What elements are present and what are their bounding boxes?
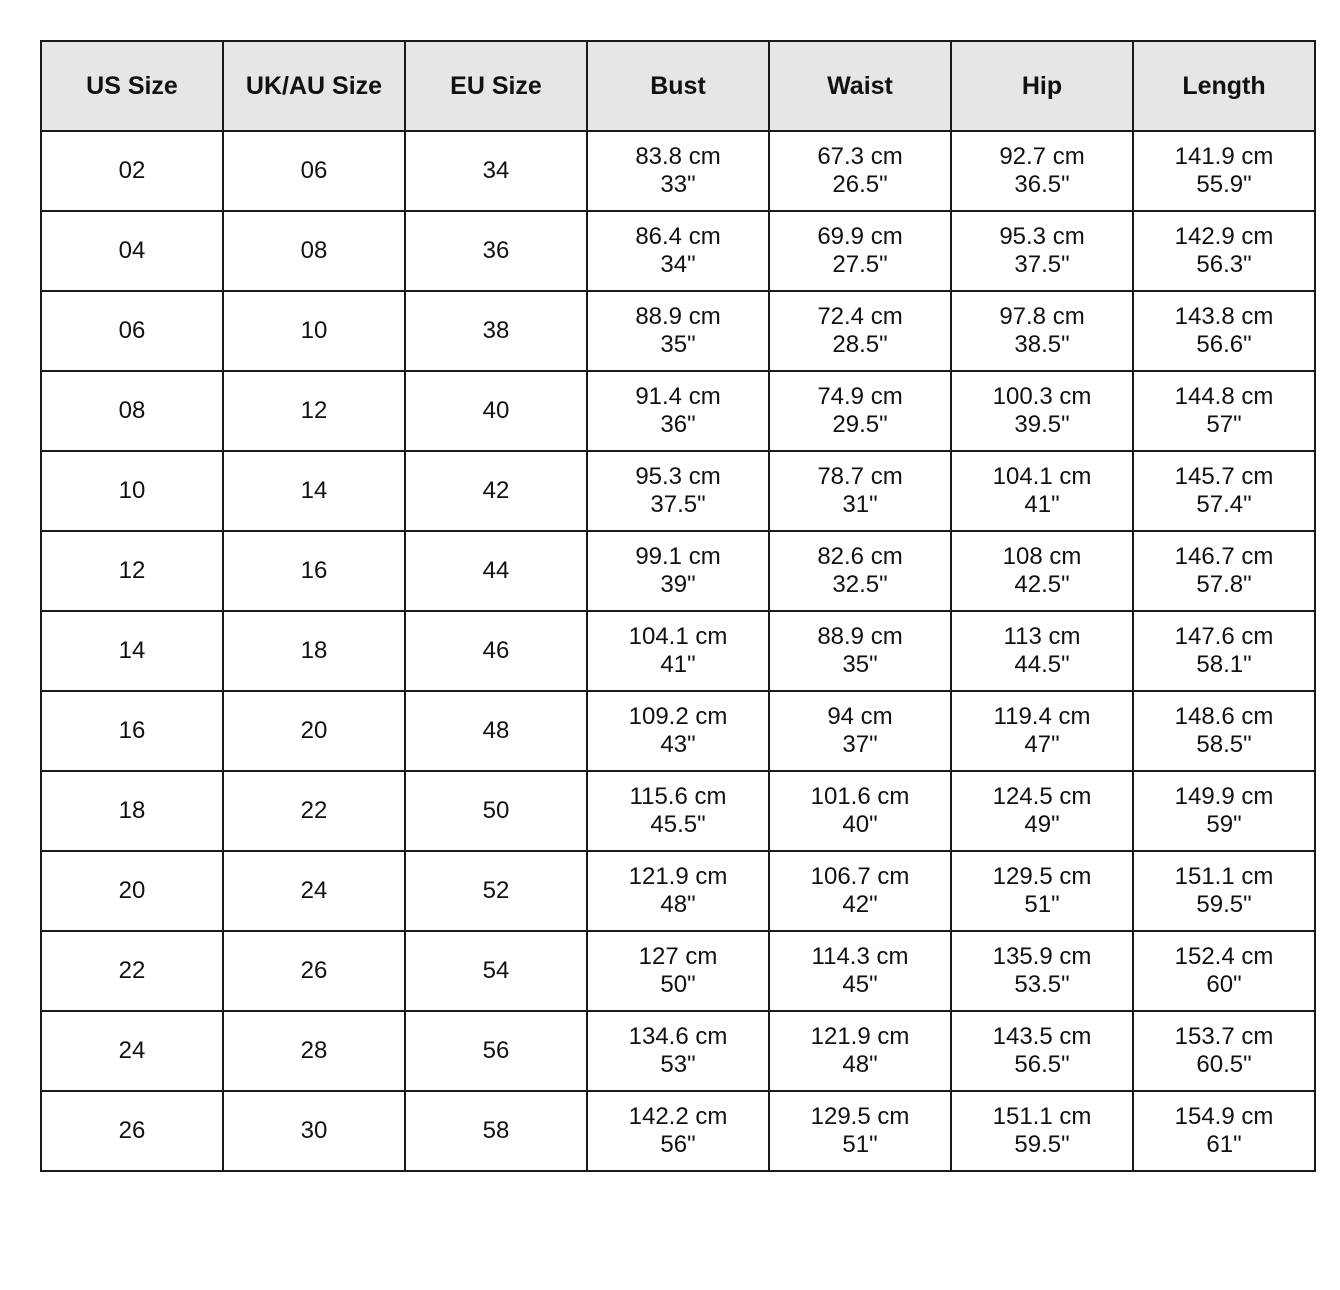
table-row [41, 211, 1315, 291]
table-row [41, 371, 1315, 451]
eu-size-value: 46 [482, 637, 510, 664]
table-row [41, 931, 1315, 1011]
us-size-cell [41, 451, 223, 531]
bust-cell [587, 931, 769, 1011]
bust-cm-value: 104.1 cm [628, 623, 728, 650]
waist-cell [769, 451, 951, 531]
us-size-value: 10 [118, 477, 146, 504]
hip-inch-value: 47" [1024, 731, 1060, 758]
table-row [41, 691, 1315, 771]
length-cell [1133, 611, 1315, 691]
eu-size-value: 34 [482, 157, 510, 184]
length-inch-value: 57.4" [1196, 491, 1252, 518]
header-hip: Hip [951, 41, 1133, 131]
us-size-value: 14 [118, 637, 146, 664]
bust-cm-value: 88.9 cm [635, 303, 721, 330]
table-row [41, 1011, 1315, 1091]
length-cell [1133, 1091, 1315, 1171]
length-cell [1133, 371, 1315, 451]
uk-au-size-value: 14 [300, 477, 328, 504]
bust-cell [587, 611, 769, 691]
length-cm-value: 151.1 cm [1174, 863, 1274, 890]
bust-cm-value: 121.9 cm [628, 863, 728, 890]
waist-inch-value: 37" [842, 731, 878, 758]
us-size-value: 08 [118, 397, 146, 424]
length-cm-value: 144.8 cm [1174, 383, 1274, 410]
hip-cm-value: 97.8 cm [999, 303, 1085, 330]
us-size-cell [41, 211, 223, 291]
bust-cm-value: 86.4 cm [635, 223, 721, 250]
hip-cell [951, 771, 1133, 851]
size-chart-table [40, 40, 1316, 1172]
length-cell [1133, 211, 1315, 291]
hip-cm-value: 124.5 cm [992, 783, 1092, 810]
waist-inch-value: 35" [842, 651, 878, 678]
bust-inch-value: 36" [660, 411, 696, 438]
waist-inch-value: 45" [842, 971, 878, 998]
table-row [41, 771, 1315, 851]
uk-au-size-cell [223, 1091, 405, 1171]
bust-inch-value: 43" [660, 731, 696, 758]
eu-size-value: 38 [482, 317, 510, 344]
hip-cell [951, 611, 1133, 691]
hip-cm-value: 104.1 cm [992, 463, 1092, 490]
waist-inch-value: 29.5" [832, 411, 888, 438]
waist-cell [769, 211, 951, 291]
bust-cell [587, 851, 769, 931]
bust-cell [587, 531, 769, 611]
us-size-cell [41, 371, 223, 451]
length-inch-value: 60" [1206, 971, 1242, 998]
uk-au-size-value: 16 [300, 557, 328, 584]
us-size-value: 20 [118, 877, 146, 904]
us-size-cell [41, 771, 223, 851]
waist-cell [769, 931, 951, 1011]
table-row [41, 531, 1315, 611]
eu-size-cell [405, 1091, 587, 1171]
length-inch-value: 60.5" [1196, 1051, 1252, 1078]
uk-au-size-cell [223, 931, 405, 1011]
waist-cm-value: 129.5 cm [810, 1103, 910, 1130]
waist-cm-value: 94 cm [827, 703, 893, 730]
us-size-cell [41, 131, 223, 211]
eu-size-value: 56 [482, 1037, 510, 1064]
uk-au-size-cell [223, 611, 405, 691]
bust-inch-value: 50" [660, 971, 696, 998]
hip-inch-value: 51" [1024, 891, 1060, 918]
us-size-value: 26 [118, 1117, 146, 1144]
us-size-value: 16 [118, 717, 146, 744]
hip-cell [951, 291, 1133, 371]
length-cm-value: 152.4 cm [1174, 943, 1274, 970]
us-size-cell [41, 291, 223, 371]
length-cm-value: 147.6 cm [1174, 623, 1274, 650]
length-inch-value: 58.1" [1196, 651, 1252, 678]
uk-au-size-value: 30 [300, 1117, 328, 1144]
hip-inch-value: 38.5" [1014, 331, 1070, 358]
bust-cm-value: 115.6 cm [629, 783, 727, 810]
eu-size-cell [405, 371, 587, 451]
table-body [41, 131, 1315, 1171]
hip-inch-value: 41" [1024, 491, 1060, 518]
waist-cm-value: 78.7 cm [817, 463, 903, 490]
length-cm-value: 149.9 cm [1174, 783, 1274, 810]
waist-cell [769, 371, 951, 451]
us-size-cell [41, 1011, 223, 1091]
bust-cm-value: 95.3 cm [635, 463, 721, 490]
bust-cell [587, 771, 769, 851]
waist-inch-value: 32.5" [832, 571, 888, 598]
length-cm-value: 154.9 cm [1174, 1103, 1274, 1130]
hip-inch-value: 53.5" [1014, 971, 1070, 998]
bust-cm-value: 109.2 cm [628, 703, 728, 730]
hip-inch-value: 37.5" [1014, 251, 1070, 278]
bust-inch-value: 53" [660, 1051, 696, 1078]
hip-inch-value: 44.5" [1014, 651, 1070, 678]
waist-cell [769, 691, 951, 771]
hip-inch-value: 49" [1024, 811, 1060, 838]
hip-cell [951, 1091, 1133, 1171]
hip-cell [951, 131, 1133, 211]
uk-au-size-value: 12 [300, 397, 328, 424]
waist-cell [769, 291, 951, 371]
table-row [41, 851, 1315, 931]
bust-cell [587, 1011, 769, 1091]
us-size-value: 22 [118, 957, 146, 984]
us-size-cell [41, 531, 223, 611]
waist-cell [769, 1011, 951, 1091]
uk-au-size-cell [223, 131, 405, 211]
header-length: Length [1133, 41, 1315, 131]
waist-cm-value: 106.7 cm [810, 863, 910, 890]
eu-size-cell [405, 771, 587, 851]
waist-cm-value: 69.9 cm [817, 223, 903, 250]
hip-cm-value: 95.3 cm [999, 223, 1085, 250]
eu-size-value: 52 [482, 877, 510, 904]
waist-inch-value: 48" [842, 1051, 878, 1078]
uk-au-size-value: 26 [300, 957, 328, 984]
us-size-value: 04 [118, 237, 146, 264]
waist-inch-value: 51" [842, 1131, 878, 1158]
hip-cm-value: 129.5 cm [992, 863, 1092, 890]
hip-cell [951, 851, 1133, 931]
hip-cell [951, 931, 1133, 1011]
waist-cell [769, 851, 951, 931]
length-cell [1133, 131, 1315, 211]
hip-cm-value: 135.9 cm [992, 943, 1092, 970]
length-cell [1133, 291, 1315, 371]
length-inch-value: 55.9" [1196, 171, 1252, 198]
length-cell [1133, 851, 1315, 931]
bust-cell [587, 131, 769, 211]
hip-inch-value: 59.5" [1014, 1131, 1070, 1158]
eu-size-cell [405, 211, 587, 291]
length-inch-value: 61" [1206, 1131, 1242, 1158]
hip-cm-value: 113 cm [1003, 623, 1081, 650]
us-size-value: 18 [118, 797, 146, 824]
uk-au-size-cell [223, 851, 405, 931]
bust-cm-value: 99.1 cm [635, 543, 721, 570]
waist-inch-value: 28.5" [832, 331, 888, 358]
bust-cm-value: 127 cm [638, 943, 718, 970]
bust-cm-value: 83.8 cm [635, 143, 721, 170]
eu-size-value: 54 [482, 957, 510, 984]
length-inch-value: 56.3" [1196, 251, 1252, 278]
length-inch-value: 58.5" [1196, 731, 1252, 758]
length-cell [1133, 691, 1315, 771]
uk-au-size-cell [223, 291, 405, 371]
waist-cm-value: 121.9 cm [810, 1023, 910, 1050]
eu-size-cell [405, 931, 587, 1011]
length-cell [1133, 771, 1315, 851]
uk-au-size-value: 06 [300, 157, 328, 184]
hip-cm-value: 143.5 cm [992, 1023, 1092, 1050]
hip-cell [951, 1011, 1133, 1091]
uk-au-size-cell [223, 371, 405, 451]
eu-size-cell [405, 1011, 587, 1091]
hip-cell [951, 451, 1133, 531]
bust-cell [587, 211, 769, 291]
bust-inch-value: 41" [660, 651, 696, 678]
waist-cell [769, 131, 951, 211]
eu-size-cell [405, 531, 587, 611]
waist-cm-value: 72.4 cm [817, 303, 903, 330]
bust-inch-value: 39" [660, 571, 696, 598]
hip-inch-value: 42.5" [1014, 571, 1070, 598]
table-row [41, 291, 1315, 371]
length-cell [1133, 1011, 1315, 1091]
bust-inch-value: 56" [660, 1131, 696, 1158]
waist-cm-value: 67.3 cm [817, 143, 903, 170]
waist-inch-value: 26.5" [832, 171, 888, 198]
us-size-value: 06 [118, 317, 146, 344]
uk-au-size-cell [223, 451, 405, 531]
us-size-cell [41, 931, 223, 1011]
us-size-cell [41, 851, 223, 931]
uk-au-size-cell [223, 211, 405, 291]
table-row [41, 611, 1315, 691]
waist-cm-value: 114.3 cm [811, 943, 909, 970]
us-size-value: 02 [118, 157, 146, 184]
length-inch-value: 56.6" [1196, 331, 1252, 358]
header-us-size: US Size [41, 41, 223, 131]
us-size-cell [41, 611, 223, 691]
table-header [41, 41, 1315, 131]
hip-cell [951, 371, 1133, 451]
length-cm-value: 142.9 cm [1174, 223, 1274, 250]
length-cm-value: 148.6 cm [1174, 703, 1274, 730]
bust-inch-value: 45.5" [650, 811, 706, 838]
length-inch-value: 57" [1206, 411, 1242, 438]
header-bust: Bust [587, 41, 769, 131]
length-cm-value: 143.8 cm [1174, 303, 1274, 330]
uk-au-size-cell [223, 531, 405, 611]
length-cell [1133, 451, 1315, 531]
waist-inch-value: 40" [842, 811, 878, 838]
hip-cm-value: 92.7 cm [999, 143, 1085, 170]
eu-size-cell [405, 691, 587, 771]
table-row [41, 1091, 1315, 1171]
hip-cell [951, 211, 1133, 291]
eu-size-cell [405, 451, 587, 531]
waist-inch-value: 42" [842, 891, 878, 918]
header-row [41, 41, 1315, 131]
uk-au-size-value: 22 [300, 797, 328, 824]
waist-inch-value: 27.5" [832, 251, 888, 278]
waist-cell [769, 771, 951, 851]
uk-au-size-value: 28 [300, 1037, 328, 1064]
hip-cm-value: 108 cm [1002, 543, 1082, 570]
header-waist: Waist [769, 41, 951, 131]
length-cell [1133, 931, 1315, 1011]
waist-cell [769, 1091, 951, 1171]
bust-inch-value: 35" [660, 331, 696, 358]
uk-au-size-value: 20 [300, 717, 328, 744]
eu-size-value: 40 [482, 397, 510, 424]
us-size-cell [41, 1091, 223, 1171]
eu-size-value: 36 [482, 237, 510, 264]
bust-inch-value: 34" [660, 251, 696, 278]
uk-au-size-cell [223, 771, 405, 851]
eu-size-value: 44 [482, 557, 510, 584]
hip-inch-value: 56.5" [1014, 1051, 1070, 1078]
hip-cm-value: 100.3 cm [992, 383, 1092, 410]
bust-cell [587, 371, 769, 451]
uk-au-size-value: 08 [300, 237, 328, 264]
bust-cm-value: 91.4 cm [635, 383, 721, 410]
waist-cm-value: 101.6 cm [810, 783, 910, 810]
bust-inch-value: 37.5" [650, 491, 706, 518]
table-row [41, 131, 1315, 211]
length-inch-value: 59" [1206, 811, 1242, 838]
bust-cm-value: 142.2 cm [628, 1103, 728, 1130]
waist-cm-value: 74.9 cm [817, 383, 903, 410]
eu-size-value: 58 [482, 1117, 510, 1144]
waist-cm-value: 88.9 cm [817, 623, 903, 650]
header-uk-au-size: UK/AU Size [223, 41, 405, 131]
length-cm-value: 153.7 cm [1174, 1023, 1274, 1050]
hip-cm-value: 151.1 cm [992, 1103, 1092, 1130]
hip-cell [951, 531, 1133, 611]
uk-au-size-cell [223, 1011, 405, 1091]
bust-cell [587, 291, 769, 371]
eu-size-value: 50 [482, 797, 510, 824]
bust-cell [587, 1091, 769, 1171]
length-inch-value: 57.8" [1196, 571, 1252, 598]
table-row [41, 451, 1315, 531]
waist-cm-value: 82.6 cm [817, 543, 903, 570]
eu-size-cell [405, 291, 587, 371]
bust-cm-value: 134.6 cm [628, 1023, 728, 1050]
length-inch-value: 59.5" [1196, 891, 1252, 918]
bust-cell [587, 451, 769, 531]
length-cm-value: 141.9 cm [1174, 143, 1274, 170]
us-size-cell [41, 691, 223, 771]
uk-au-size-value: 10 [300, 317, 328, 344]
us-size-value: 24 [118, 1037, 146, 1064]
bust-cell [587, 691, 769, 771]
waist-cell [769, 611, 951, 691]
eu-size-cell [405, 131, 587, 211]
bust-inch-value: 48" [660, 891, 696, 918]
length-cm-value: 145.7 cm [1174, 463, 1274, 490]
hip-inch-value: 39.5" [1014, 411, 1070, 438]
eu-size-value: 48 [482, 717, 510, 744]
header-eu-size: EU Size [405, 41, 587, 131]
hip-cm-value: 119.4 cm [993, 703, 1091, 730]
us-size-value: 12 [118, 557, 146, 584]
length-cm-value: 146.7 cm [1174, 543, 1274, 570]
uk-au-size-value: 18 [300, 637, 328, 664]
hip-inch-value: 36.5" [1014, 171, 1070, 198]
hip-cell [951, 691, 1133, 771]
bust-inch-value: 33" [660, 171, 696, 198]
waist-cell [769, 531, 951, 611]
uk-au-size-cell [223, 691, 405, 771]
waist-inch-value: 31" [842, 491, 878, 518]
length-cell [1133, 531, 1315, 611]
eu-size-value: 42 [482, 477, 510, 504]
eu-size-cell [405, 611, 587, 691]
eu-size-cell [405, 851, 587, 931]
uk-au-size-value: 24 [300, 877, 328, 904]
